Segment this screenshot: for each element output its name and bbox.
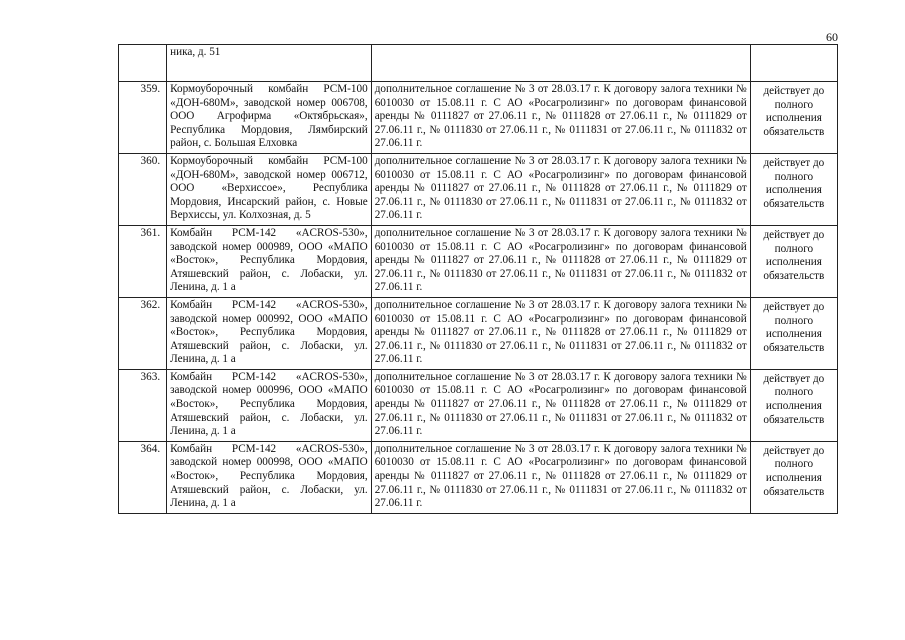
- row-number-cell: [119, 45, 167, 82]
- pledge-register-table: [118, 44, 838, 514]
- agreement-cell: дополнительное соглашение № 3 от 28.03.17 г. К договору залога техники № 6010030 от 15.08.11 г. С АО «Росагролизинг» по договорам финансовой аренды № 0111827 от 27.06.11 г., № 0111828 от 27.06.11 г., № 0111829 от 27.06.11 г., № 0111830 от 27.06.11 г., № 0111831 от 27.06.11 г., № 0111832 от 27.06.11 г.: [371, 297, 750, 369]
- status-cell: действует до полного исполнения обязательств: [750, 82, 837, 154]
- object-description-cell: Кормоуборочный комбайн РСМ-100 «ДОН-680М», заводской номер 006712, ООО «Верхиссое», Республика Мордовия, Инсарский район, с. Новые Верхиссы, ул. Колхозная, д. 5: [167, 153, 372, 225]
- table-row: [119, 441, 838, 513]
- table-row: [119, 369, 838, 441]
- table-row-continuation: [119, 45, 838, 82]
- agreement-cell: дополнительное соглашение № 3 от 28.03.17 г. К договору залога техники № 6010030 от 15.08.11 г. С АО «Росагролизинг» по договорам финансовой аренды № 0111827 от 27.06.11 г., № 0111828 от 27.06.11 г., № 0111829 от 27.06.11 г., № 0111830 от 27.06.11 г., № 0111831 от 27.06.11 г., № 0111832 от 27.06.11 г.: [371, 153, 750, 225]
- table-row: [119, 297, 838, 369]
- agreement-cell: дополнительное соглашение № 3 от 28.03.17 г. К договору залога техники № 6010030 от 15.08.11 г. С АО «Росагролизинг» по договорам финансовой аренды № 0111827 от 27.06.11 г., № 0111828 от 27.06.11 г., № 0111829 от 27.06.11 г., № 0111830 от 27.06.11 г., № 0111831 от 27.06.11 г., № 0111832 от 27.06.11 г.: [371, 369, 750, 441]
- agreement-cell: дополнительное соглашение № 3 от 28.03.17 г. К договору залога техники № 6010030 от 15.08.11 г. С АО «Росагролизинг» по договорам финансовой аренды № 0111827 от 27.06.11 г., № 0111828 от 27.06.11 г., № 0111829 от 27.06.11 г., № 0111830 от 27.06.11 г., № 0111831 от 27.06.11 г., № 0111832 от 27.06.11 г.: [371, 441, 750, 513]
- status-cell: действует до полного исполнения обязательств: [750, 153, 837, 225]
- status-cell: действует до полного исполнения обязательств: [750, 441, 837, 513]
- agreement-cell: [371, 45, 750, 82]
- row-number-cell: 363.: [119, 369, 167, 441]
- table-row: [119, 82, 838, 154]
- row-number-cell: 362.: [119, 297, 167, 369]
- page-number: 60: [826, 30, 838, 44]
- row-number-cell: 359.: [119, 82, 167, 154]
- object-description-cell: Комбайн РСМ-142 «ACROS-530», заводской номер 000992, ООО «МАПО «Восток», Республика Мордовия, Атяшевский район, с. Лобаски, ул. Ленина, д. 1 а: [167, 297, 372, 369]
- object-description-cell: Комбайн РСМ-142 «ACROS-530», заводской номер 000996, ООО «МАПО «Восток», Республика Мордовия, Атяшевский район, с. Лобаски, ул. Ленина, д. 1 а: [167, 369, 372, 441]
- row-number-cell: 360.: [119, 153, 167, 225]
- object-description-cell: ника, д. 51: [167, 45, 372, 82]
- object-description-cell: Комбайн РСМ-142 «ACROS-530», заводской номер 000998, ООО «МАПО «Восток», Республика Мордовия, Атяшевский район, с. Лобаски, ул. Ленина, д. 1 а: [167, 441, 372, 513]
- table-row: [119, 225, 838, 297]
- object-description-cell: Комбайн РСМ-142 «ACROS-530», заводской номер 000989, ООО «МАПО «Восток», Республика Мордовия, Атяшевский район, с. Лобаски, ул. Ленина, д. 1 а: [167, 225, 372, 297]
- object-description-cell: Кормоуборочный комбайн РСМ-100 «ДОН-680М», заводской номер 006708, ООО Агрофирма «Октябрьская», Республика Мордовия, Лямбирский район, с. Большая Елховка: [167, 82, 372, 154]
- row-number-cell: 361.: [119, 225, 167, 297]
- agreement-cell: дополнительное соглашение № 3 от 28.03.17 г. К договору залога техники № 6010030 от 15.08.11 г. С АО «Росагролизинг» по договорам финансовой аренды № 0111827 от 27.06.11 г., № 0111828 от 27.06.11 г., № 0111829 от 27.06.11 г., № 0111830 от 27.06.11 г., № 0111831 от 27.06.11 г., № 0111832 от 27.06.11 г.: [371, 82, 750, 154]
- status-cell: [750, 45, 837, 82]
- table-row: [119, 153, 838, 225]
- status-cell: действует до полного исполнения обязательств: [750, 297, 837, 369]
- row-number-cell: 364.: [119, 441, 167, 513]
- status-cell: действует до полного исполнения обязательств: [750, 225, 837, 297]
- agreement-cell: дополнительное соглашение № 3 от 28.03.17 г. К договору залога техники № 6010030 от 15.08.11 г. С АО «Росагролизинг» по договорам финансовой аренды № 0111827 от 27.06.11 г., № 0111828 от 27.06.11 г., № 0111829 от 27.06.11 г., № 0111830 от 27.06.11 г., № 0111831 от 27.06.11 г., № 0111832 от 27.06.11 г.: [371, 225, 750, 297]
- status-cell: действует до полного исполнения обязательств: [750, 369, 837, 441]
